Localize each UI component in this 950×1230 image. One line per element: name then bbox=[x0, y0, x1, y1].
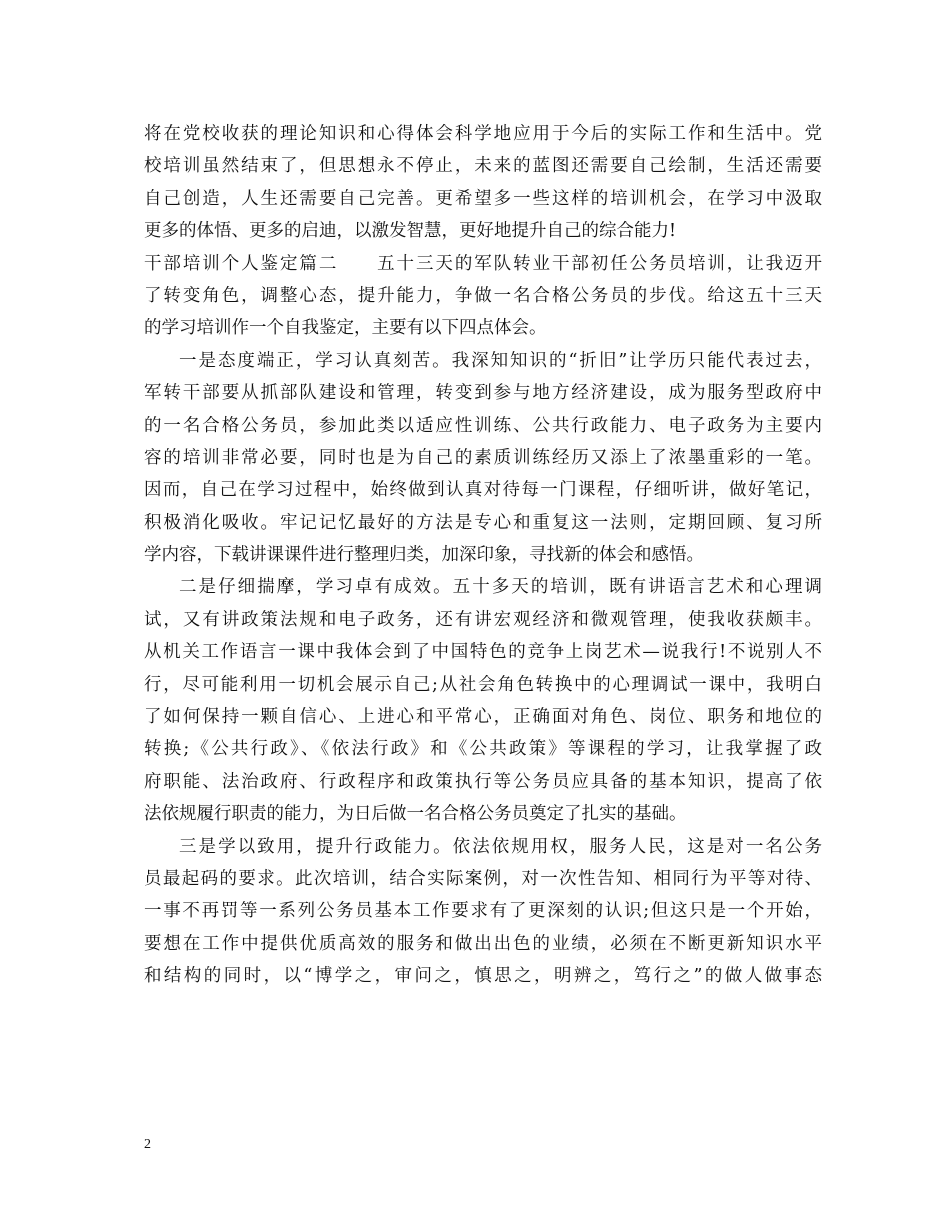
text-line: 自己创造，人生还需要自己完善。更希望多一些这样的培训机会，在学习中汲取 bbox=[144, 188, 822, 209]
text-line: 将在党校收获的理论知识和心得体会科学地应用于今后的实际工作和生活中。党 bbox=[144, 124, 822, 144]
text-line: 法依规履行职责的能力，为日后做一名合格公务员奠定了扎实的基础。 bbox=[144, 804, 687, 825]
text-line: 因而，自己在学习过程中，始终做到认真对待每一门课程，仔细听讲，做好笔记， bbox=[144, 480, 822, 501]
text-line: 了如何保持一颗自信心、上进心和平常心，正确面对角色、岗位、职务和地位的 bbox=[144, 707, 822, 728]
text-line: 行，尽可能利用一切机会展示自己;从社会角色转换中的心理调试一课中，我明白 bbox=[144, 674, 822, 695]
text-line: 要想在工作中提供优质高效的服务和做出出色的业绩，必须在不断更新知识水平 bbox=[144, 933, 822, 954]
page-number: 2 bbox=[144, 1137, 151, 1152]
text-line: 积极消化吸收。牢记记忆最好的方法是专心和重复这一法则，定期回顾、复习所 bbox=[144, 512, 822, 533]
text-line: 三是学以致用，提升行政能力。依法依规用权，服务人民，这是对一名公务 bbox=[179, 836, 822, 857]
text-line: 一是态度端正，学习认真刻苦。我深知知识的“折旧”让学历只能代表过去， bbox=[179, 350, 822, 371]
text-line: 的学习培训作一个自我鉴定，主要有以下四点体会。 bbox=[144, 318, 547, 339]
text-line: 一事不再罚等一系列公务员基本工作要求有了更深刻的认识;但这只是一个开始， bbox=[144, 901, 822, 922]
text-line: 试，又有讲政策法规和电子政务，还有讲宏观经济和微观管理，使我收获颇丰。 bbox=[144, 609, 822, 630]
text-line: 的一名合格公务员，参加此类以适应性训练、公共行政能力、电子政务为主要内 bbox=[144, 415, 822, 436]
text-line: 员最起码的要求。此次培训，结合实际案例，对一次性告知、相同行为平等对待、 bbox=[144, 868, 822, 889]
text-line: 干部培训个人鉴定篇二 五十三天的军队转业干部初任公务员培训，让我迈开 bbox=[144, 253, 822, 274]
text-line: 了转变角色，调整心态，提升能力，争做一名合格公务员的步伐。给这五十三天 bbox=[144, 285, 822, 306]
text-line: 校培训虽然结束了，但思想永不停止，未来的蓝图还需要自己绘制，生活还需要 bbox=[144, 156, 822, 177]
text-line: 军转干部要从抓部队建设和管理，转变到参与地方经济建设，成为服务型政府中 bbox=[144, 383, 822, 404]
text-line: 从机关工作语言一课中我体会到了中国特色的竞争上岗艺术—说我行!不说别人不 bbox=[144, 642, 822, 663]
text-line: 更多的体悟、更多的启迪，以激发智慧，更好地提升自己的综合能力! bbox=[144, 221, 677, 242]
body-text bbox=[144, 118, 822, 993]
text-line: 和结构的同时，以“博学之，审问之，慎思之，明辨之，笃行之”的做人做事态 bbox=[144, 966, 822, 987]
text-line: 学内容，下载讲课课件进行整理归类，加深印象，寻找新的体会和感悟。 bbox=[144, 545, 704, 566]
text-line: 转换;《公共行政》、《依法行政》和《公共政策》等课程的学习，让我掌握了政 bbox=[144, 739, 822, 760]
text-line: 容的培训非常必要，同时也是为自己的素质训练经历又添上了浓墨重彩的一笔。 bbox=[144, 447, 822, 468]
text-line: 府职能、法治政府、行政程序和政策执行等公务员应具备的基本知识，提高了依 bbox=[144, 771, 822, 792]
text-line: 二是仔细揣摩，学习卓有成效。五十多天的培训，既有讲语言艺术和心理调 bbox=[179, 577, 822, 598]
